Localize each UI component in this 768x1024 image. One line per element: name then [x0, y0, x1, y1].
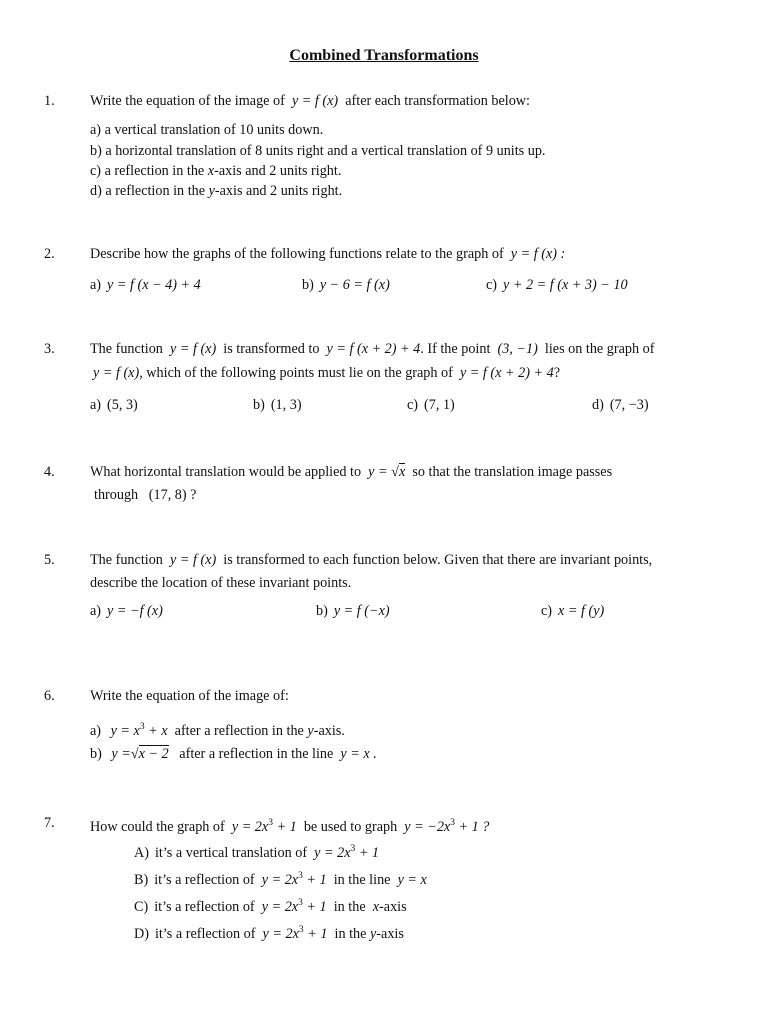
option-c [541, 602, 604, 620]
option-label: c) [541, 603, 553, 619]
stem-text: ? [553, 365, 560, 381]
option-value: (1, 3) [270, 397, 302, 413]
option-text: c) a reflection in the [90, 163, 208, 179]
sqrt-symbol: √ [130, 746, 139, 762]
option-text: in the [333, 899, 370, 915]
math-expression: y = f (x + 2) + 4 [459, 365, 554, 381]
math-variable: y [208, 183, 215, 199]
math-expression: y = f (x) [291, 93, 339, 109]
option-label: c) [407, 397, 419, 413]
question-stem-line-1 [90, 463, 612, 481]
question-number: 2. [44, 246, 55, 262]
question-number: 4. [44, 464, 55, 480]
stem-text: The function [90, 341, 163, 357]
option-text: it’s a vertical translation of [154, 845, 308, 861]
option-label: b) [90, 746, 102, 762]
math-expression: y = 2x [314, 845, 351, 861]
exponent: 3 [298, 871, 303, 881]
option-d [592, 396, 649, 414]
question-stem-line-1 [90, 551, 652, 569]
stem-text: so that the translation image passes [412, 464, 613, 480]
question-number: 5. [44, 552, 55, 568]
option-label: A) [134, 845, 149, 861]
option-label: b) [316, 603, 328, 619]
option-a [90, 718, 345, 740]
math-expression: y = x [397, 872, 427, 888]
stem-text: is transformed to each function below. Given that there are invariant points, [223, 552, 653, 568]
option-text: it’s a reflection of [154, 872, 255, 888]
radicand: x − 2 [138, 746, 169, 762]
math-expression: x = f (y) [558, 603, 605, 619]
exponent: 3 [268, 818, 273, 828]
choice-A [134, 840, 379, 862]
math-expression: y = f (x) [169, 341, 217, 357]
option-label: D) [134, 926, 149, 942]
option-text: it’s a reflection of [154, 926, 256, 942]
exponent: 3 [298, 925, 304, 935]
question-number: 3. [44, 341, 55, 357]
question-stem-line-2 [94, 486, 196, 504]
option-label: a) [90, 397, 102, 413]
math-expression: y = 2x [261, 872, 299, 888]
stem-text: lies on the graph of [544, 341, 655, 357]
math-expression: + 1 [303, 926, 328, 942]
question-stem-line-2: describe the location of these invariant points. [90, 575, 352, 591]
option-a [90, 396, 138, 414]
option-value: (5, 3) [107, 397, 138, 413]
exponent: 3 [450, 818, 455, 828]
question-stem [90, 814, 489, 836]
math-variable: x [207, 163, 215, 179]
stem-text: , which of the following points must lie on the graph of [139, 365, 453, 381]
question-stem [90, 92, 530, 110]
stem-text: How could the graph of [90, 819, 225, 835]
stem-text: Write the equation of the image of [90, 93, 285, 109]
question-number: 7. [44, 815, 55, 831]
exponent: 3 [139, 722, 145, 732]
math-variable: y [307, 723, 314, 739]
option-d [90, 182, 342, 200]
math-variable: y [369, 926, 377, 942]
question-stem [90, 245, 565, 263]
math-expression: y = −f (x) [107, 603, 163, 619]
stem-text: through [94, 487, 139, 503]
math-expression: y = −2x [404, 819, 451, 835]
option-a [90, 276, 201, 294]
option-c [407, 396, 455, 414]
math-expression: + 1 [272, 819, 297, 835]
option-text: it’s a reflection of [154, 899, 255, 915]
option-value: (7, 1) [424, 397, 455, 413]
math-expression: y = f (x) [93, 365, 140, 381]
math-expression: y = x . [340, 746, 377, 762]
option-a [90, 602, 163, 620]
stem-text: Describe how the graphs of the following functions relate to the graph of [90, 246, 504, 262]
stem-text: is transformed to [223, 341, 320, 357]
option-label: b) [302, 277, 314, 293]
question-stem-line-1 [90, 340, 654, 358]
question-stem-line-2 [93, 364, 560, 382]
math-expression: y + 2 = f (x + 3) − 10 [503, 277, 628, 293]
option-label: d) [592, 397, 604, 413]
math-expression: y = f (x) [169, 552, 217, 568]
option-label: c) [486, 277, 498, 293]
math-expression: y − 6 = f (x) [319, 277, 390, 293]
stem-text: after each transformation below: [345, 93, 530, 109]
option-label: a) [90, 277, 102, 293]
option-c [90, 162, 341, 180]
option-c [486, 276, 628, 294]
math-expression: + 1 ? [454, 819, 490, 835]
option-b [253, 396, 302, 414]
stem-text: What horizontal translation would be applied to [90, 464, 362, 480]
option-label: a) [90, 723, 102, 739]
sqrt-symbol: √ [391, 464, 399, 480]
option-b [316, 602, 390, 620]
math-expression: (17, 8) ? [148, 487, 197, 503]
exponent: 3 [350, 844, 356, 854]
math-expression: y = [111, 746, 131, 762]
option-text: -axis and 2 units right. [214, 183, 343, 199]
exponent: 3 [298, 898, 303, 908]
option-label: B) [134, 872, 149, 888]
math-expression: y = f (x − 4) + 4 [107, 277, 201, 293]
question-number: 1. [44, 93, 55, 109]
option-text: -axis and 2 units right. [214, 163, 342, 179]
choice-B [134, 867, 427, 889]
math-expression: (3, −1) [497, 341, 538, 357]
page-title: Combined Transformations [289, 47, 479, 64]
math-variable: x [372, 899, 380, 915]
choice-C [134, 894, 407, 916]
option-text: in the [334, 926, 370, 942]
math-expression: + 1 [355, 845, 380, 861]
option-value: (7, −3) [609, 397, 649, 413]
math-expression: y = f (−x) [333, 603, 390, 619]
math-expression: y = f (x + 2) + 4 [326, 341, 421, 357]
math-expression: y = 2x [261, 899, 299, 915]
option-b: b) a horizontal translation of 8 units right and a vertical translation of 9 units up. [90, 143, 546, 159]
option-text: -axis. [313, 723, 345, 739]
math-expression: + x [144, 723, 168, 739]
option-text: after a reflection in the [174, 723, 308, 739]
option-text: in the line [333, 872, 391, 888]
stem-text: be used to graph [303, 819, 398, 835]
stem-text: . If the point [420, 341, 491, 357]
option-a: a) a vertical translation of 10 units down. [90, 122, 324, 138]
stem-text: The function [90, 552, 163, 568]
option-b [90, 745, 377, 763]
option-text: after a reflection in the line [179, 746, 334, 762]
option-text: d) a reflection in the [90, 183, 209, 199]
option-label: b) [253, 397, 265, 413]
choice-D [134, 921, 404, 943]
math-expression: + 1 [302, 899, 327, 915]
radicand: x [398, 464, 406, 480]
math-expression: y = 2x [231, 819, 269, 835]
question-number: 6. [44, 688, 55, 704]
math-expression: + 1 [302, 872, 327, 888]
math-expression: y = x [110, 723, 140, 739]
math-expression: y = f (x) : [510, 246, 566, 262]
option-b [302, 276, 390, 294]
option-label: a) [90, 603, 102, 619]
option-label: C) [134, 899, 149, 915]
option-text: -axis [376, 926, 404, 942]
question-stem: Write the equation of the image of: [90, 688, 289, 704]
math-expression: y = [368, 464, 388, 480]
math-expression: y = 2x [262, 926, 299, 942]
option-text: -axis [379, 899, 407, 915]
